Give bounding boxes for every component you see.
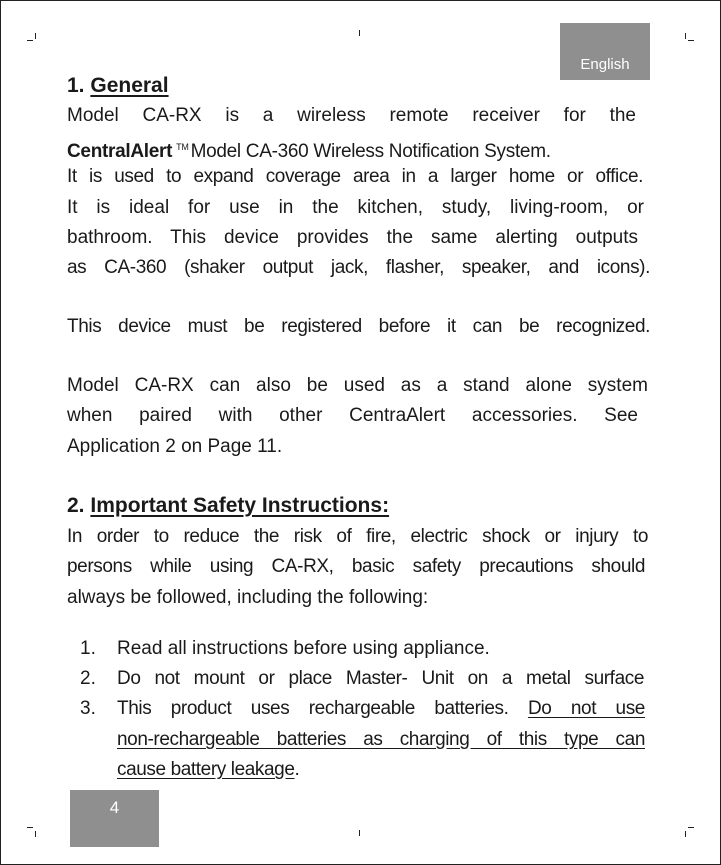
crop-mark xyxy=(685,33,686,39)
paragraph-line: This device must be registered before it can be recognized. xyxy=(67,316,650,337)
list-number: 2. xyxy=(80,668,96,689)
paragraph-line: always be followed, including the following: xyxy=(67,587,429,608)
page-number-tab xyxy=(70,790,159,847)
list-item: Do not mount or place Master- Unit on a metal surface xyxy=(117,668,644,689)
language-tab xyxy=(560,23,650,80)
crop-mark xyxy=(685,831,686,837)
trademark-symbol: TM xyxy=(176,142,189,152)
paragraph-line: persons while using CA-RX, basic safety precautions should xyxy=(67,556,645,577)
list-item: Read all instructions before using appliance. xyxy=(117,638,490,659)
crop-mark xyxy=(35,831,36,837)
list-item-continued xyxy=(117,758,299,782)
section-title: Important Safety Instructions: xyxy=(90,494,390,517)
crop-mark xyxy=(359,830,360,836)
paragraph-line: as CA-360 (shaker output jack, flasher, speaker, and icons). xyxy=(67,257,650,278)
crop-mark xyxy=(688,827,694,828)
paragraph-line: Model CA-RX can also be used as a stand alone system xyxy=(67,375,648,396)
paragraph-line: when paired with other CentraAlert accessories. See xyxy=(67,405,638,426)
paragraph-line: Application 2 on Page 11. xyxy=(67,436,283,457)
paragraph-line xyxy=(67,135,551,164)
list-number: 1. xyxy=(80,638,96,659)
section-1-heading xyxy=(67,74,169,98)
language-label: English xyxy=(580,56,630,73)
paragraph-line: Model CA-RX is a wireless remote receiver for the xyxy=(67,105,636,126)
section-title: General xyxy=(90,74,169,97)
page-number: 4 xyxy=(109,798,120,817)
crop-mark xyxy=(27,40,33,41)
crop-mark xyxy=(359,30,360,36)
warning-text: Do not use xyxy=(527,698,645,719)
paragraph-line: In order to reduce the risk of fire, electric shock or injury to xyxy=(67,526,648,547)
paragraph-text: Model CA-360 Wireless Notification System. xyxy=(190,141,551,162)
section-number: 2. xyxy=(67,494,85,517)
warning-text: non-rechargeable batteries as charging of this type can xyxy=(117,729,645,750)
section-number: 1. xyxy=(67,74,85,97)
list-number: 3. xyxy=(80,698,96,719)
paragraph-line: It is ideal for use in the kitchen, study, living-room, or xyxy=(67,197,644,218)
crop-mark xyxy=(688,40,694,41)
warning-text: cause battery leakage xyxy=(117,759,295,780)
list-item-text: This product uses rechargeable batteries. xyxy=(117,698,509,719)
crop-mark xyxy=(27,827,33,828)
punctuation: . xyxy=(294,759,300,780)
list-item xyxy=(117,697,645,721)
paragraph-line: bathroom. This device provides the same alerting outputs xyxy=(67,227,638,248)
brand-name: CentralAlert xyxy=(67,141,173,162)
crop-mark xyxy=(35,33,36,39)
section-2-heading xyxy=(67,494,389,518)
paragraph-line: It is used to expand coverage area in a larger home or office. xyxy=(67,166,643,187)
